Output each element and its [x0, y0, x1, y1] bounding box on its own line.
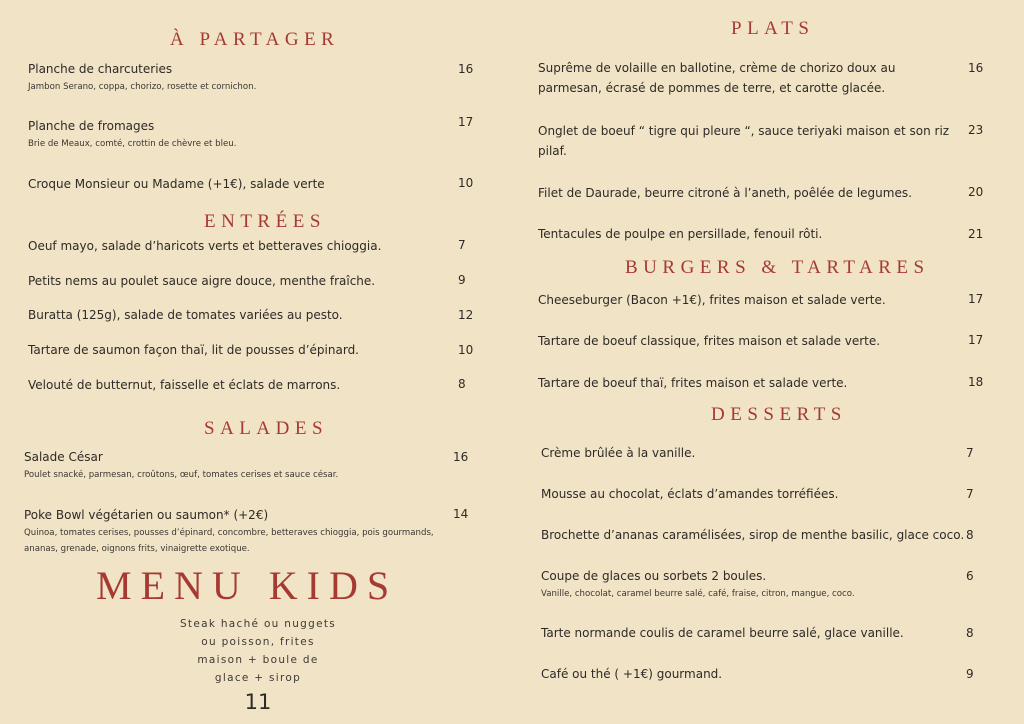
menu-item — [28, 271, 448, 291]
item-name: Crème brûlée à la vanille. — [541, 446, 696, 460]
item-description: Brie de Meaux, comté, crottin de chèvre et bleu. — [28, 139, 237, 149]
menu-item — [541, 664, 961, 684]
section-title-burgers-tartares: BURGERS & TARTARES — [625, 257, 930, 278]
menu-item — [541, 623, 961, 643]
item-name: Cheeseburger (Bacon +1€), frites maison et salade verte. — [538, 293, 886, 307]
item-name: Planche de charcuteries — [28, 62, 173, 76]
item-name: Tartare de saumon façon thaï, lit de pousses d’épinard. — [28, 343, 359, 357]
item-price: 8 — [458, 377, 466, 391]
item-price: 17 — [968, 292, 984, 306]
item-name: Suprême de volaille en ballotine, crème de chorizo doux au parmesan, écrasé de pommes de terre, et carotte glacée. — [538, 61, 896, 95]
item-name: Poke Bowl végétarien ou saumon* (+2€) — [24, 508, 269, 522]
menu-item — [538, 58, 930, 98]
menu-item — [28, 305, 448, 325]
item-name: Tarte normande coulis de caramel beurre salé, glace vanille. — [541, 626, 904, 640]
menu-item — [538, 373, 958, 393]
item-price: 17 — [968, 333, 984, 347]
menu-item — [541, 566, 961, 602]
menu-kids-line: maison + boule de — [197, 654, 319, 666]
menu-kids-description — [158, 615, 358, 687]
menu-item — [24, 447, 444, 483]
item-price: 17 — [458, 115, 474, 129]
item-name: Croque Monsieur ou Madame (+1€), salade verte — [28, 177, 325, 191]
menu-item — [538, 331, 958, 351]
item-price: 16 — [453, 450, 469, 464]
menu-item — [538, 224, 958, 244]
menu-item — [541, 484, 961, 504]
item-name: Tartare de boeuf thaï, frites maison et salade verte. — [538, 376, 848, 390]
item-description: Quinoa, tomates cerises, pousses d’épinard, concombre, betteraves chioggia, pois gourmands, ananas, grenade, oignons frits, vinaigrette exotique. — [24, 528, 434, 554]
item-price: 23 — [968, 123, 984, 137]
menu-item — [28, 116, 448, 152]
menu-item — [541, 525, 965, 545]
item-price: 6 — [966, 569, 974, 583]
item-price: 20 — [968, 185, 984, 199]
item-description: Vanille, chocolat, caramel beurre salé, café, fraise, citron, mangue, coco. — [541, 589, 855, 599]
menu-item — [28, 59, 448, 95]
item-price: 18 — [968, 375, 984, 389]
menu-item — [28, 174, 448, 194]
menu-item — [538, 290, 958, 310]
item-price: 10 — [458, 176, 474, 190]
menu-item — [538, 183, 958, 203]
item-price: 14 — [453, 507, 469, 521]
item-name: Oeuf mayo, salade d’haricots verts et betteraves chioggia. — [28, 239, 382, 253]
item-price: 12 — [458, 308, 474, 322]
item-price: 21 — [968, 227, 984, 241]
item-price: 9 — [458, 273, 466, 287]
item-name: Velouté de butternut, faisselle et éclats de marrons. — [28, 378, 341, 392]
item-name: Tartare de boeuf classique, frites maison et salade verte. — [538, 334, 881, 348]
section-title-desserts: DESSERTS — [711, 404, 847, 425]
item-name: Petits nems au poulet sauce aigre douce, menthe fraîche. — [28, 274, 376, 288]
item-name: Onglet de boeuf “ tigre qui pleure “, sauce teriyaki maison et son riz pilaf. — [538, 124, 950, 158]
menu-item — [541, 443, 961, 463]
menu-item — [538, 121, 958, 161]
item-price: 7 — [458, 238, 466, 252]
item-name: Tentacules de poulpe en persillade, fenouil rôti. — [538, 227, 823, 241]
item-name: Buratta (125g), salade de tomates variées au pesto. — [28, 308, 343, 322]
item-price: 7 — [966, 487, 974, 501]
section-title-plats: PLATS — [731, 18, 815, 39]
item-name: Café ou thé ( +1€) gourmand. — [541, 667, 723, 681]
section-title-entrees: ENTRÉES — [204, 211, 326, 232]
menu-item — [28, 375, 448, 395]
item-description: Jambon Serano, coppa, chorizo, rosette et cornichon. — [28, 82, 257, 92]
item-price: 16 — [968, 61, 984, 75]
item-name: Brochette d’ananas caramélisées, sirop de menthe basilic, glace coco. — [541, 528, 965, 542]
item-name: Salade César — [24, 450, 103, 464]
menu-item — [28, 340, 448, 360]
item-name: Coupe de glaces ou sorbets 2 boules. — [541, 569, 767, 583]
item-name: Planche de fromages — [28, 119, 155, 133]
menu-kids-line: Steak haché ou nuggets — [179, 618, 337, 630]
item-name: Mousse au chocolat, éclats d’amandes torréfiées. — [541, 487, 839, 501]
item-price: 16 — [458, 62, 474, 76]
menu-item — [24, 505, 434, 557]
menu-kids-line: ou poisson, frites — [201, 636, 315, 648]
menu-kids-price: 11 — [244, 690, 272, 714]
item-price: 10 — [458, 343, 474, 357]
item-price: 8 — [966, 626, 974, 640]
item-price: 7 — [966, 446, 974, 460]
menu-kids-title: MENU KIDS — [96, 563, 399, 608]
item-description: Poulet snacké, parmesan, croûtons, œuf, tomates cerises et sauce césar. — [24, 470, 339, 480]
menu-item — [28, 236, 448, 256]
section-title-salades: SALADES — [204, 418, 329, 439]
item-price: 9 — [966, 667, 974, 681]
section-title-a-partager: À PARTAGER — [170, 29, 340, 50]
item-name: Filet de Daurade, beurre citroné à l’aneth, poêlée de legumes. — [538, 186, 912, 200]
item-price: 8 — [966, 528, 974, 542]
menu-kids-line: glace + sirop — [214, 672, 302, 684]
